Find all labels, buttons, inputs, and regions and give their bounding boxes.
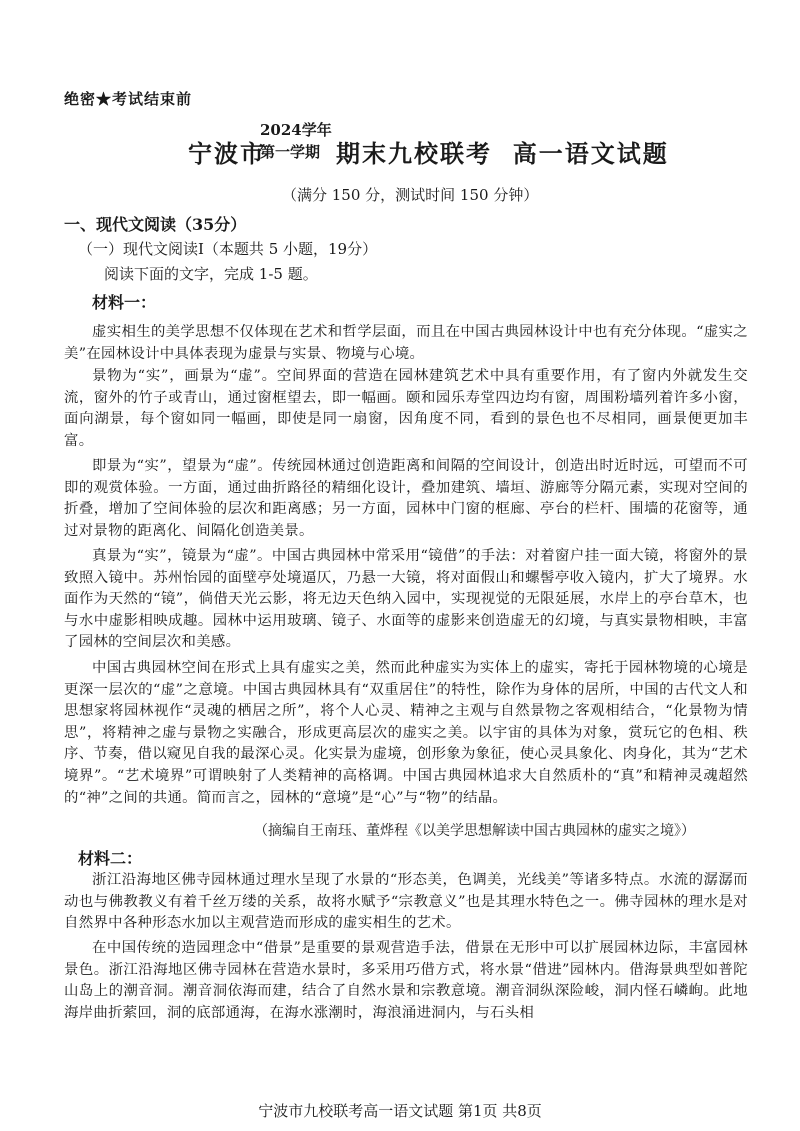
title-term: 第一学期 [260,143,321,161]
material-one-paragraph: 景物为“实”，画景为“虚”。空间界面的营造在园林建筑艺术中具有重要作用，有了窗内外就发生交流，窗外的竹子或青山，通过窗框望去，即一幅画。颐和园乐寿堂四边均有窗，周围粉墙列着许多小窗，面向湖景，每个窗如同一幅画，即使是同一扇窗，因角度不同，看到的景色也不尽相同，画景便更加丰富。 [64,368,748,449]
material-two-paragraph: 浙江沿海地区佛寺园林通过理水呈现了水景的“形态美，色调美，光线美”等诸多特点。水流的潺潺而动也与佛教教义有着千丝万缕的关系，故将水赋予“宗教意义”也是其理水特色之一。佛寺园林的理水是对自然界中各种形态水加以主观营造而形成的虚实相生的艺术。 [64,872,748,932]
material-one-heading: 材料一： [92,293,157,312]
material-one-paragraph: 即景为“实”，望景为“虚”。传统园林通过创造距离和间隔的空间设计，创造出时近时远，可望而不可即的观赏体验。一方面，通过曲折路径的精细化设计，叠加建筑、墙垣、游廊等分隔元素，实现对空间的折叠，增加了空间体验的层次和距离感；另一方面，园林中门窗的框廊、亭台的栏杆、围墙的花窗等，通过对景物的距离化、间隔化创造美景。 [64,458,748,539]
material-two-heading: 材料二： [78,849,143,868]
section-heading: 一、现代文阅读（35分） [64,215,247,234]
instruction-text: 阅读下面的文字，完成 1-5 题。 [104,265,318,283]
title-main: 期末九校联考 高一语文试题 [336,139,669,168]
title-year: 2024学年 [260,121,332,139]
material-one-paragraph: 中国古典园林空间在形式上具有虚实之美，然而此种虚实为实体上的虚实，寄托于园林物境的心境是更深一层次的“虚”之意境。中国古典园林具有“双重居住”的特性，除作为身体的居所，中国的古代文人和思想家将园林视作“灵魂的栖居之所”，将个人心灵、精神之主观与自然景物之客观相结合，“化景物为情思”，将精神之虚与景物之实融合，形成更高层次的虚实之美。以宇宙的具体为对象，赏玩它的色相、秩序、节奏，借以窥见自我的最深心灵。化实景为虚境，创形象为象征，使心灵具象化、肉身化，其为“艺术境界”。“艺术境界”可谓映射了人类精神的高格调。中国古典园林追求大自然质朴的“真”和精神灵魂超然的“神”之间的共通。简而言之，园林的“意境”是“心”与“物”的结晶。 [64,660,748,806]
exam-subtitle: （满分 150 分，测试时间 150 分钟） [282,186,539,204]
confidential-label: 绝密★考试结束前 [64,90,193,108]
material-two-paragraph: 在中国传统的造园理念中“借景”是重要的景观营造手法，借景在无形中可以扩展园林边际，丰富园林景色。浙江沿海地区佛寺园林在营造水景时，多采用巧借方式，将水景“借进”园林内。借海景典型如普陀山岛上的潮音洞。潮音洞依海而建，结合了自然水景和宗教意境。潮音洞纵深险峻，洞内怪石嶙峋。此地海岸曲折萦回，洞的底部通海，在海水涨潮时，海浪涌进洞内，与石头相 [64,940,748,1021]
page-footer: 宁波市九校联考高一语文试题 第1页 共8页 [258,1102,542,1120]
material-one-paragraph: 真景为“实”，镜景为“虚”。中国古典园林中常采用“镜借”的手法：对着窗户挂一面大镜，将窗外的景致照入镜中。苏州怡园的面壁亭处境逼仄，乃悬一大镜，将对面假山和螺髻亭收入镜内，扩大了境界。水面作为天然的“镜”，倘借天光云影，将无边天色纳入园中，实现视觉的无限延展，水岸上的亭台草木，也与水中虚影相映成趣。园林中运用玻璃、镜子、水面等的虚影来创造虚无的幻境，与真实景物相映，丰富了园林的空间层次和美感。 [64,548,748,651]
exam-title [188,120,748,176]
subsection-heading: （一）现代文阅读Ⅰ（本题共 5 小题，19分） [78,240,378,258]
title-city: 宁波市 [188,139,266,168]
material-one-paragraph: 虚实相生的美学思想不仅体现在艺术和哲学层面，而且在中国古典园林设计中也有充分体现。“虚实之美”在园林设计中具体表现为虚景与实景、物境与心境。 [64,324,748,362]
material-one-citation: （摘编自王南珏、董烨程《以美学思想解读中国古典园林的虚实之境》） [254,823,695,839]
